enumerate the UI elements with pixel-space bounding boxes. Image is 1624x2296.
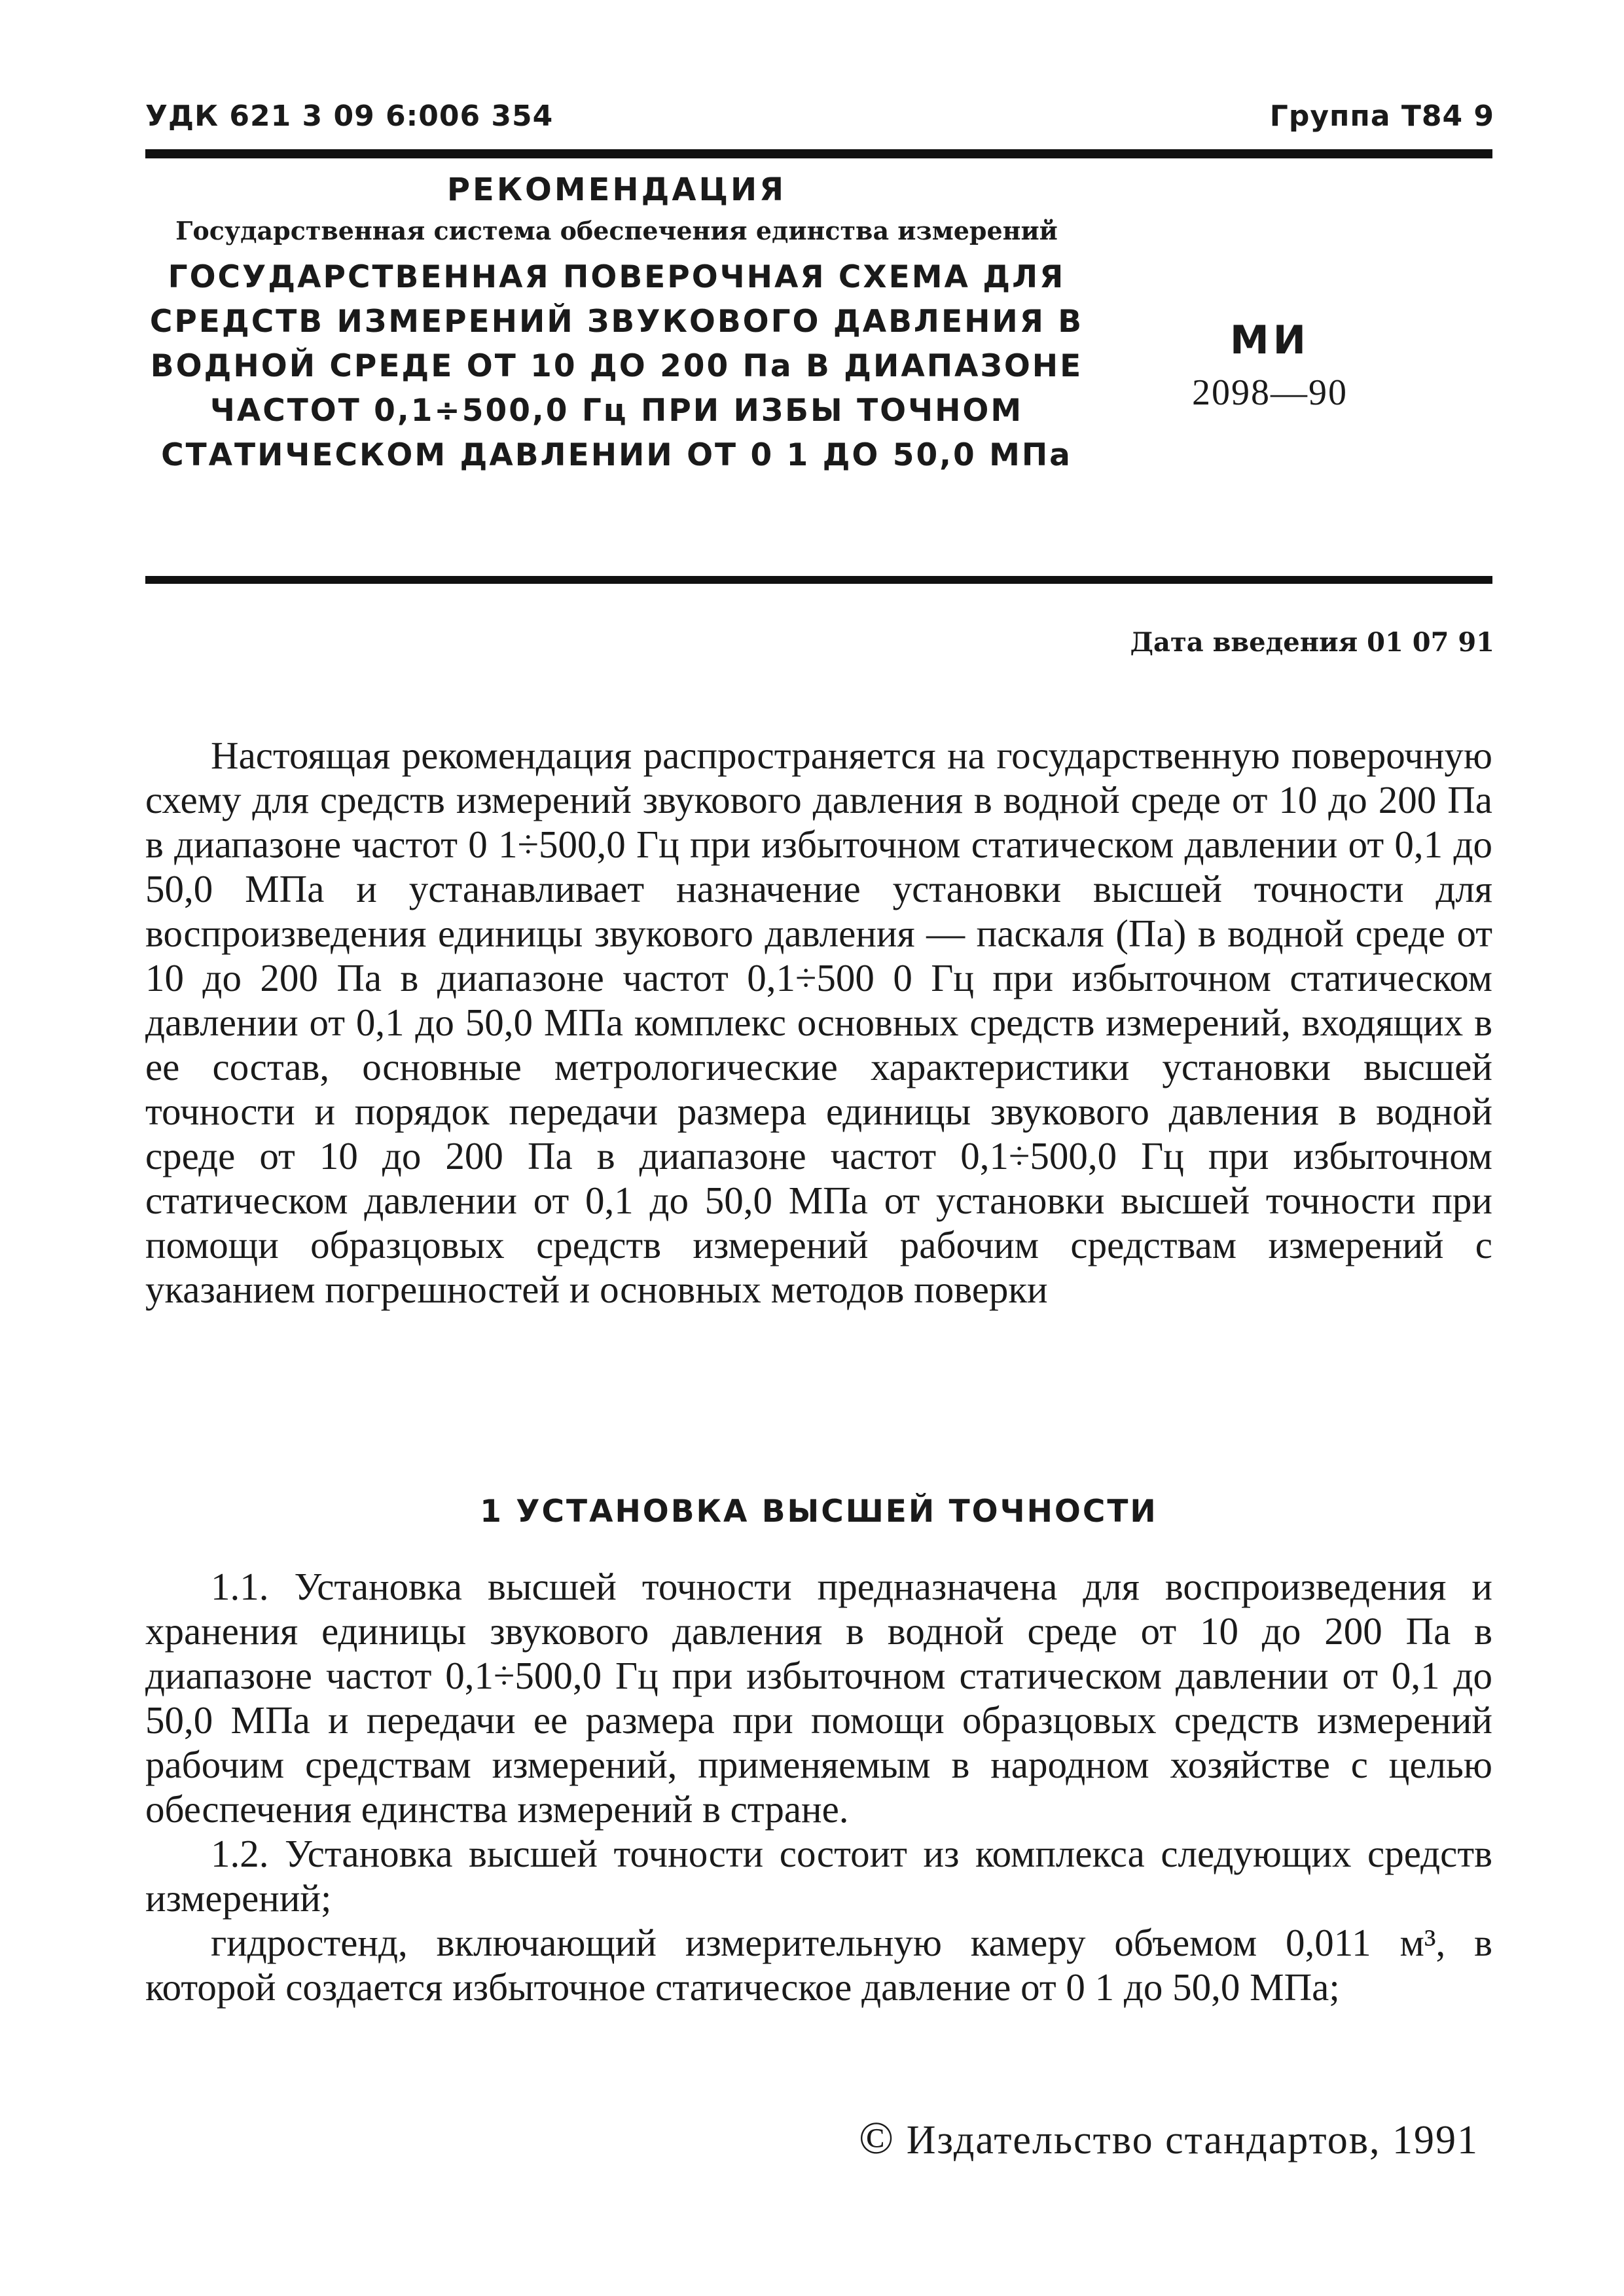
copyright-text: Издательство стандартов, 1991 — [906, 2118, 1479, 2162]
bottom-rule — [145, 576, 1492, 584]
intro-section — [145, 733, 1492, 1312]
introduction-date: Дата введения 01 07 91 — [1130, 627, 1494, 658]
section-1-body — [145, 1564, 1492, 2009]
document-title: ГОСУДАРСТВЕННАЯ ПОВЕРОЧНАЯ СХЕМА ДЛЯ СРЕДСТВ ИЗМЕРЕНИЙ ЗВУКОВОГО ДАВЛЕНИЯ В ВОДНОЙ СРЕДЕ ОТ 10 ДО 200 Па В ДИАПАЗОНЕ ЧАСТОТ 0,1÷500,0 Гц ПРИ ИЗБЫ ТОЧНОМ СТАТИЧЕСКОМ ДАВЛЕНИИ ОТ 0 1 ДО 50,0 МПа — [149, 259, 1084, 473]
intro-paragraph: Настоящая рекомендация распространяется на государственную поверочную схему для средств измерений звукового давления в водной среде от 10 до 200 Па в диапазоне частот 0 1÷500,0 Гц при избыточном статическом давлении от 0,1 до 50,0 МПа и устанавливает назначение установки высшей точности для воспроизведения единицы звукового давления — паскаля (Па) в водной среде от 10 до 200 Па в диапазоне частот 0,1÷500 0 Гц при избыточном статическом давлении от 0,1 до 50,0 МПа комплекс основных средств измерений, входящих в ее состав, основные метрологические характеристики установки высшей точности и порядок передачи размера единицы звукового давления в водной среде от 10 до 200 Па в диапазоне частот 0,1÷500,0 Гц при избыточном статическом давлении от 0,1 до 50,0 МПа от установки высшей точности при помощи образцовых средств измерений рабочим средствам измерений с указанием погрешностей и основных методов поверки — [145, 734, 1492, 1311]
group-code: Группа Т84 9 — [1269, 99, 1494, 133]
recommendation-label: РЕКОМЕНДАЦИЯ — [446, 171, 787, 208]
section-heading: 1 УСТАНОВКА ВЫСШЕЙ ТОЧНОСТИ — [480, 1494, 1158, 1530]
udk-code: УДК 621 3 09 6:006 354 — [145, 99, 554, 133]
designation-block — [1113, 314, 1427, 419]
designation-number: 2098—90 — [1192, 372, 1348, 413]
paragraph-1-1: 1.1. Установка высшей точности предназначена для воспроизведения и хранения единицы звукового давления в водной среде от 10 до 200 Па в диапазоне частот 0,1÷500,0 Гц при избыточном статическом давлении от 0,1 до 50,0 МПа и передачи ее размера при помощи образцовых средств измерений рабочим средствам измерений, применяемым в народном хозяйстве с целью обеспечения единства измерений в стране. — [145, 1565, 1492, 1831]
system-subtitle: Государственная система обеспечения единства измерений — [175, 216, 1058, 245]
designation-code: МИ — [1230, 317, 1310, 363]
copyright-icon: © — [859, 2113, 895, 2164]
copyright-line — [859, 2113, 1479, 2165]
paragraph-hydrostand: гидростенд, включающий измерительную камеру объемом 0,011 м³, в которой создается избыточное статическое давление от 0 1 до 50,0 МПа; — [145, 1921, 1492, 2009]
paragraph-1-2: 1.2. Установка высшей точности состоит из комплекса следующих средств измерений; — [145, 1832, 1492, 1920]
top-rule — [145, 149, 1492, 158]
title-block — [145, 169, 1088, 478]
